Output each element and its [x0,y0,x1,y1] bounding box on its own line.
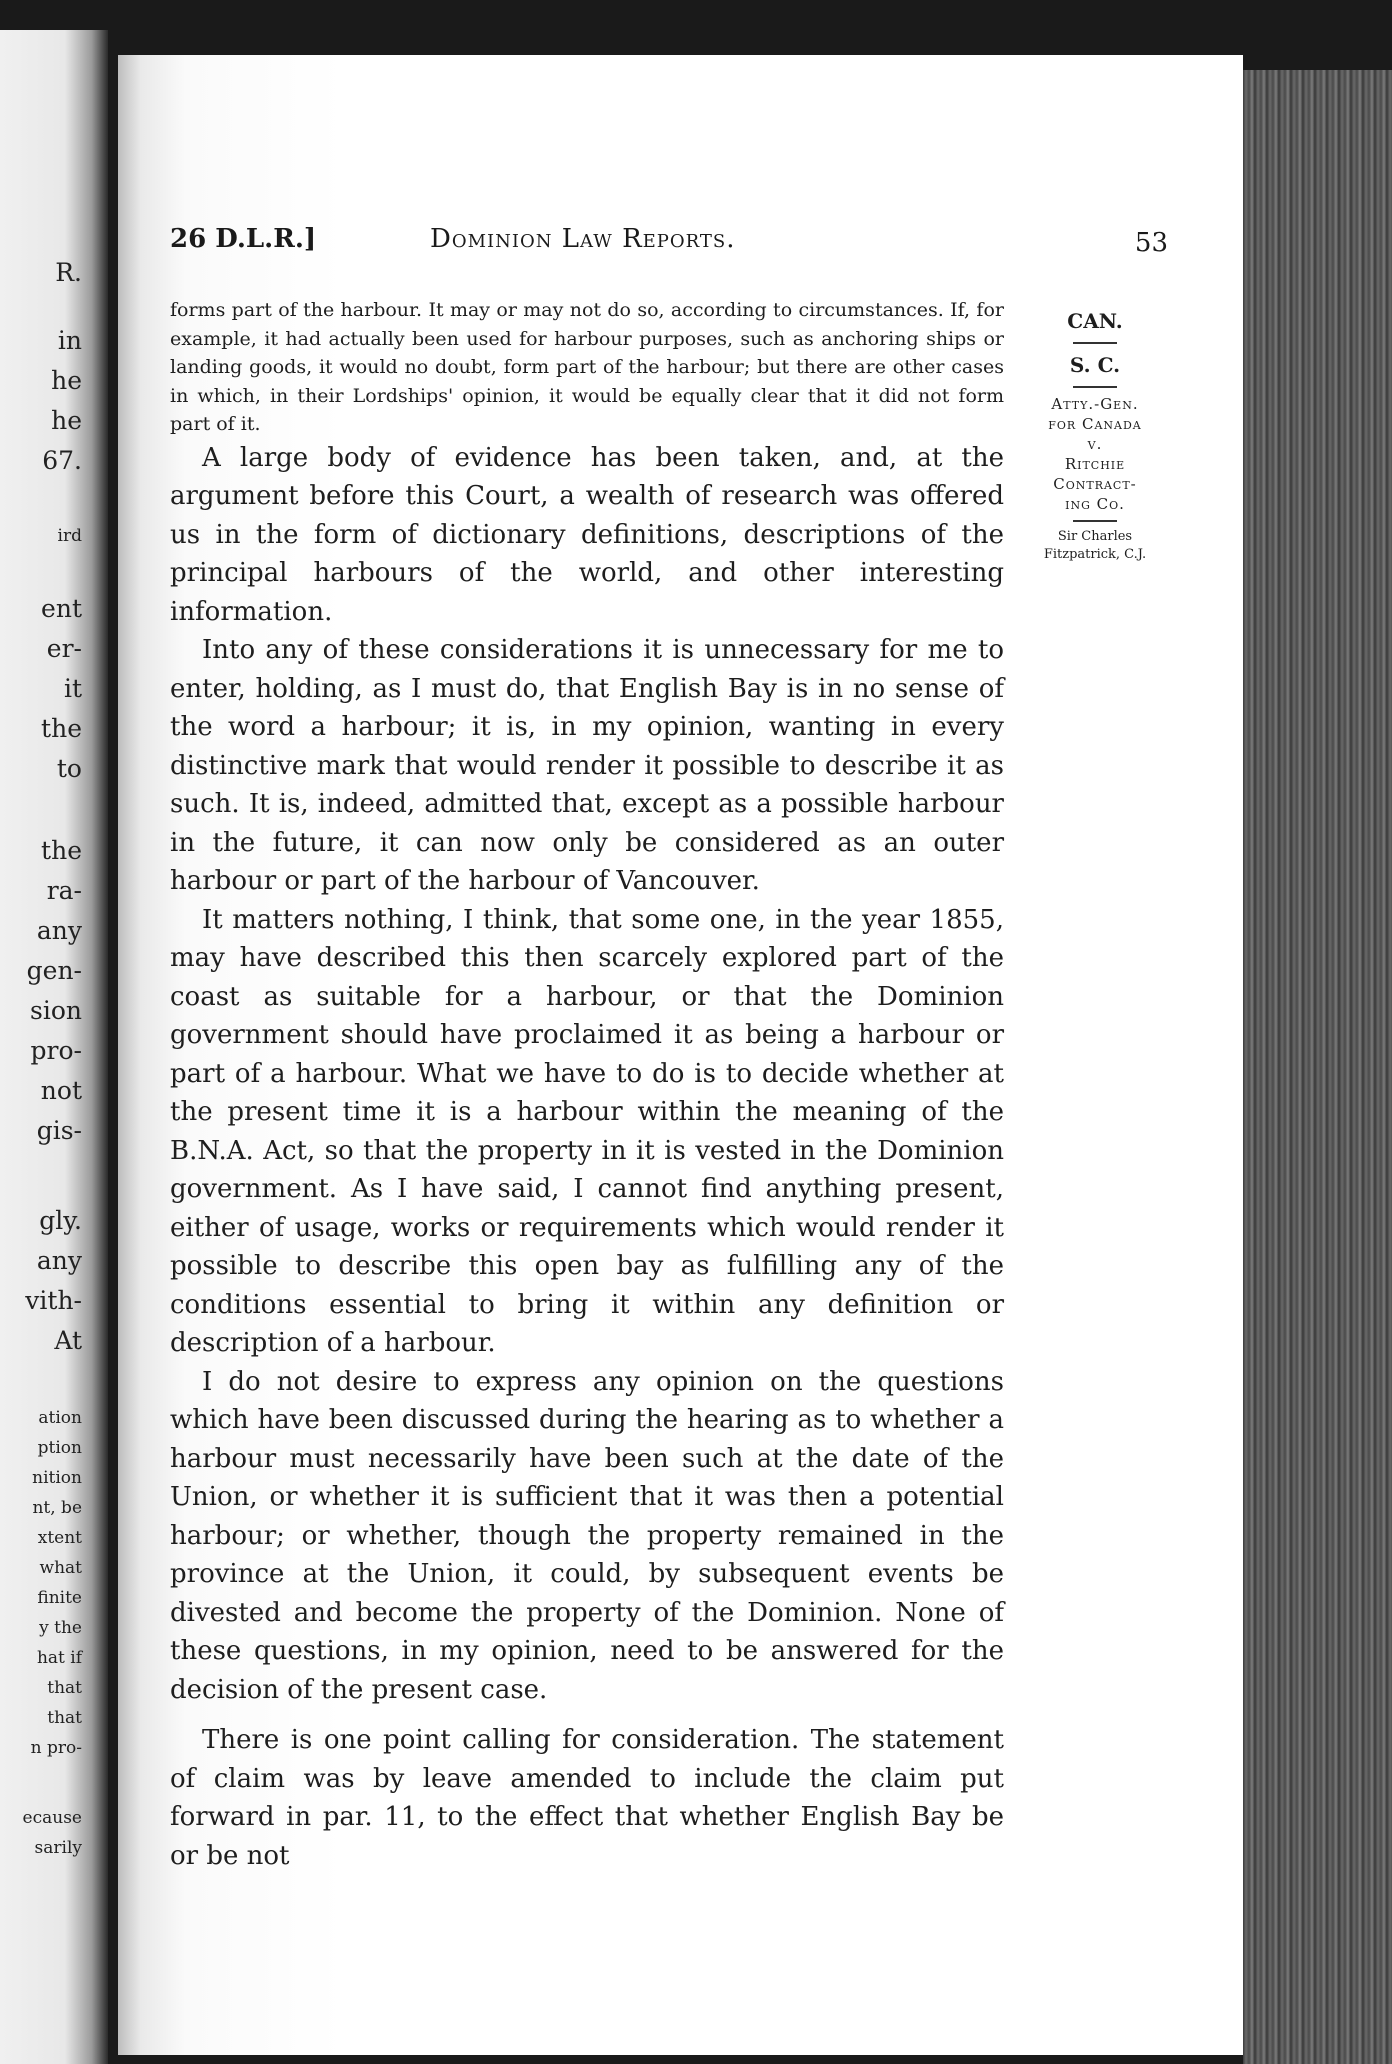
previous-page-text-fragment: hat if [36,1648,82,1668]
paragraph: Into any of these considerations it is unnecessary for me to enter, holding, as I must do, that English Bay is in no sense of the word a harbour; it is, in my opinion, wanting in every distinctive mark that would render it possible to describe it as such. It is, indeed, admitted that, except as a possible harbour in the future, it can now only be considered as an outer harbour or part of the harbour of Vancouver. [170,635,1004,896]
previous-page-text-fragment: ption [37,1438,82,1458]
publication-title: Dominion Law Reports. [430,224,736,254]
case-line: Ritchie [1064,455,1126,473]
previous-page-text-fragment: ent [41,594,82,623]
previous-page-text-fragment: R. [55,258,82,287]
previous-page-text-fragment: any [36,1246,82,1275]
previous-page-text-fragment: that [47,1678,82,1698]
previous-page-text-fragment: At [54,1326,82,1355]
previous-page-text-fragment: the [41,836,82,865]
previous-page-text-fragment: gen- [26,956,82,985]
volume-citation: 26 D.L.R.] [170,224,317,254]
quoted-paragraph: forms part of the harbour. It may or may not do so, according to circumstances. If, for example, it had actually been used for harbour purposes, such as anchoring ships or landing goods, it would no doubt, form part of the harbour; but there are other cases in which, in their Lordships' opinion, it would be equally clear that it did not form part of it. [170,299,1004,435]
paragraph: It matters nothing, I think, that some one, in the year 1855, may have described this then scarcely explored part of the coast as suitable for a harbour, or that the Dominion government should have proclaimed it as being a harbour or part of a harbour. What we have to do is to decide whether at the present time it is a harbour within the meaning of the B.N.A. Act, so that the property in it is vested in the Dominion government. As I have said, I cannot find anything present, either of usage, works or requirements which would render it possible to describe this open bay as fulfilling any of the conditions essential to bring it within any definition or description of a harbour. [170,904,1004,1358]
court-division: S. C. [1069,353,1121,377]
previous-page-text-fragment: sion [30,996,82,1025]
case-style [1020,394,1170,514]
case-line: v. [1087,435,1103,453]
previous-page-text-fragment: y the [39,1618,82,1638]
previous-page-text-fragment: not [40,1076,82,1105]
previous-page-text-fragment: 67. [42,446,82,475]
previous-page-text-fragment: that [47,1708,82,1728]
sidenote-rule [1073,520,1117,522]
previous-page-text-fragment: sarily [34,1838,82,1858]
sidenote-rule [1073,342,1117,344]
previous-page-text-fragment: the [41,714,82,743]
previous-page-text-fragment: xtent [37,1528,82,1548]
previous-page-text-fragment: n pro- [30,1738,82,1758]
previous-page-text-fragment: gly. [39,1206,82,1235]
previous-page-text-fragment: what [39,1558,82,1578]
previous-page-text-fragment: vith- [25,1286,82,1315]
previous-page-text-fragment: nt, be [32,1498,82,1518]
case-sidenote [1020,306,1170,564]
paragraph: A large body of evidence has been taken, and, at the argument before this Court, a wealth of research was offered us in the form of dictionary definitions, descriptions of the principal harbours of the world, and other interesting information. [170,442,1004,627]
body-text [170,296,1004,1875]
previous-page-text-fragment: nition [32,1468,82,1488]
judge-line: Fitzpatrick, C.J. [1043,547,1147,562]
page-number: 53 [1134,228,1168,258]
previous-page-text-fragment: ecause [22,1808,82,1828]
previous-page-text-fragment: he [51,406,82,435]
court-jurisdiction: CAN. [1067,309,1123,333]
judge-line: Sir Charles [1057,529,1133,544]
running-head [170,224,1168,264]
previous-page-edge [0,30,108,2064]
previous-page-text-fragment: any [36,916,82,945]
sidenote-rule [1073,386,1117,388]
previous-page-text-fragment: in [57,326,82,355]
previous-page-text-fragment: finite [37,1588,82,1608]
previous-page-text-fragment: ird [57,526,82,546]
paragraph: There is one point calling for consideration. The statement of claim was by leave amended to include the claim put forward in par. 11, to the effect that whether English Bay be or be not [170,1725,1004,1871]
previous-page-text-fragment: gis- [36,1116,82,1145]
case-line: ing Co. [1065,495,1125,513]
previous-page-text-fragment: he [51,366,82,395]
previous-page-text-fragment: ation [38,1408,82,1428]
paragraph: I do not desire to express any opinion on the questions which have been discussed during the hearing as to whether a harbour must necessarily have been such at the date of the Union, or whether it is sufficient that it was then a potential harbour; or whether, though the property remained in the province at the Union, it could, by subsequent events be divested and become the property of the Dominion. None of these questions, in my opinion, need to be answered for the decision of the present case. [170,1366,1004,1705]
previous-page-text-fragment: ra- [46,876,82,905]
previous-page-text-fragment: pro- [30,1036,82,1065]
previous-page-text-fragment: to [56,754,82,783]
case-line: Contract- [1053,475,1137,493]
previous-page-text-fragment: it [63,674,82,703]
judge-name [1020,528,1170,564]
previous-page-text-fragment: er- [46,634,82,663]
case-line: for Canada [1048,415,1142,433]
case-line: Atty.-Gen. [1051,395,1139,413]
page-edges [1243,70,1392,2064]
